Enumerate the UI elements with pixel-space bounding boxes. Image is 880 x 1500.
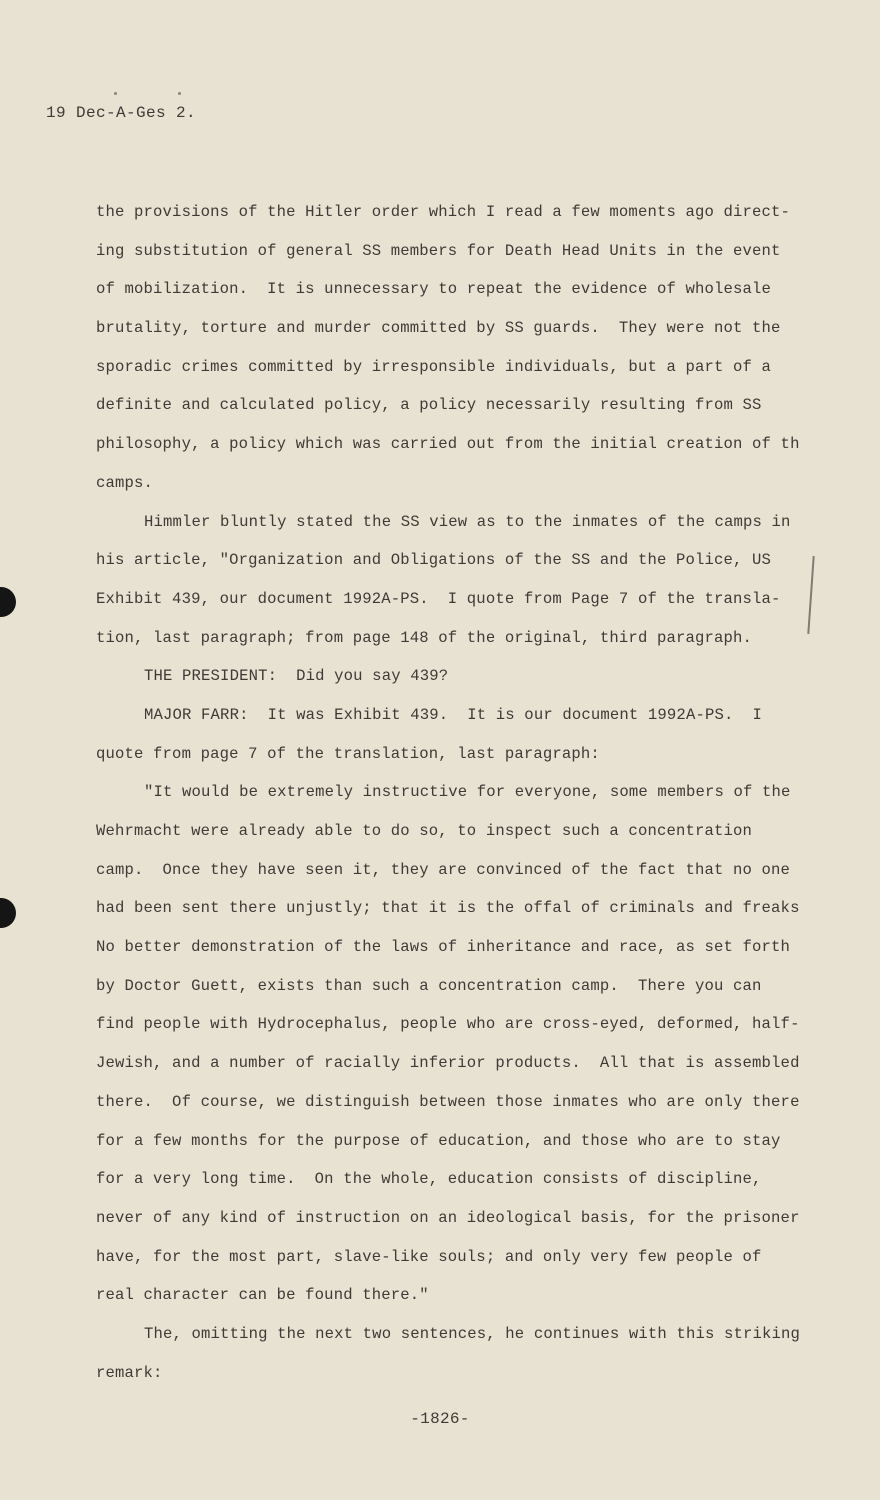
- quote-line: never of any kind of instruction on an ideological basis, for the prisoner: [96, 1208, 800, 1227]
- quote-line: Wehrmacht were already able to do so, to inspect such a concentration: [96, 822, 753, 840]
- quote-line: Jewish, and a number of racially inferior products. All that is assembled: [96, 1054, 800, 1073]
- punch-hole: [0, 898, 16, 928]
- text-line: definite and calculated policy, a policy necessarily resulting from SS: [96, 396, 762, 415]
- quote-line: for a very long time. On the whole, education consists of discipline,: [96, 1170, 762, 1189]
- text-line: philosophy, a policy which was carried out from the initial creation of th: [96, 435, 800, 454]
- speck: [178, 92, 181, 95]
- text-line: Exhibit 439, our document 1992A-PS. I quote from Page 7 of the transla-: [96, 589, 781, 608]
- text-line: quote from page 7 of the translation, last paragraph:: [96, 744, 600, 763]
- page-header: 19 Dec-A-Ges 2.: [46, 104, 197, 122]
- text-line: camps.: [96, 473, 154, 492]
- text-line: Himmler bluntly stated the SS view as to the inmates of the camps in: [144, 512, 791, 531]
- speck: [114, 92, 117, 95]
- quote-line: by Doctor Guett, exists than such a concentration camp. There you can: [96, 976, 762, 995]
- text-line: The, omitting the next two sentences, he continues with this striking: [144, 1324, 801, 1343]
- quote-line: find people with Hydrocephalus, people who are cross-eyed, deformed, half-: [96, 1015, 800, 1034]
- quote-line: No better demonstration of the laws of inheritance and race, as set forth: [96, 938, 791, 957]
- text-line: remark:: [96, 1363, 163, 1382]
- text-line: his article, "Organization and Obligations of the SS and the Police, US: [96, 551, 772, 570]
- text-line: brutality, torture and murder committed by SS guards. They were not the: [96, 319, 781, 338]
- quote-line: had been sent there unjustly; that it is the offal of criminals and freaks: [96, 899, 800, 918]
- quote-line: camp. Once they have seen it, they are convinced of the fact that no one: [96, 860, 791, 879]
- body-text: [96, 198, 816, 1397]
- quote-line: "It would be extremely instructive for everyone, some members of the: [144, 783, 791, 802]
- quote-line: real character can be found there.": [96, 1286, 429, 1305]
- quote-line: have, for the most part, slave-like souls; and only very few people of: [96, 1247, 762, 1266]
- punch-hole: [0, 587, 16, 617]
- text-line: of mobilization. It is unnecessary to repeat the evidence of wholesale: [96, 280, 772, 299]
- quote-line: for a few months for the purpose of education, and those who are to stay: [96, 1131, 781, 1150]
- speaker-line: THE PRESIDENT: Did you say 439?: [144, 667, 449, 686]
- text-line: sporadic crimes committed by irresponsible individuals, but a part of a: [96, 357, 772, 376]
- text-line: ing substitution of general SS members for Death Head Units in the event: [96, 241, 781, 260]
- text-line: tion, last paragraph; from page 148 of the original, third paragraph.: [96, 628, 753, 647]
- quote-line: there. Of course, we distinguish between those inmates who are only there: [96, 1092, 800, 1111]
- speaker-line: MAJOR FARR: It was Exhibit 439. It is our document 1992A-PS. I: [144, 705, 763, 724]
- text-line: the provisions of the Hitler order which I read a few moments ago direct-: [96, 203, 791, 221]
- page-number: -1826-: [410, 1410, 470, 1428]
